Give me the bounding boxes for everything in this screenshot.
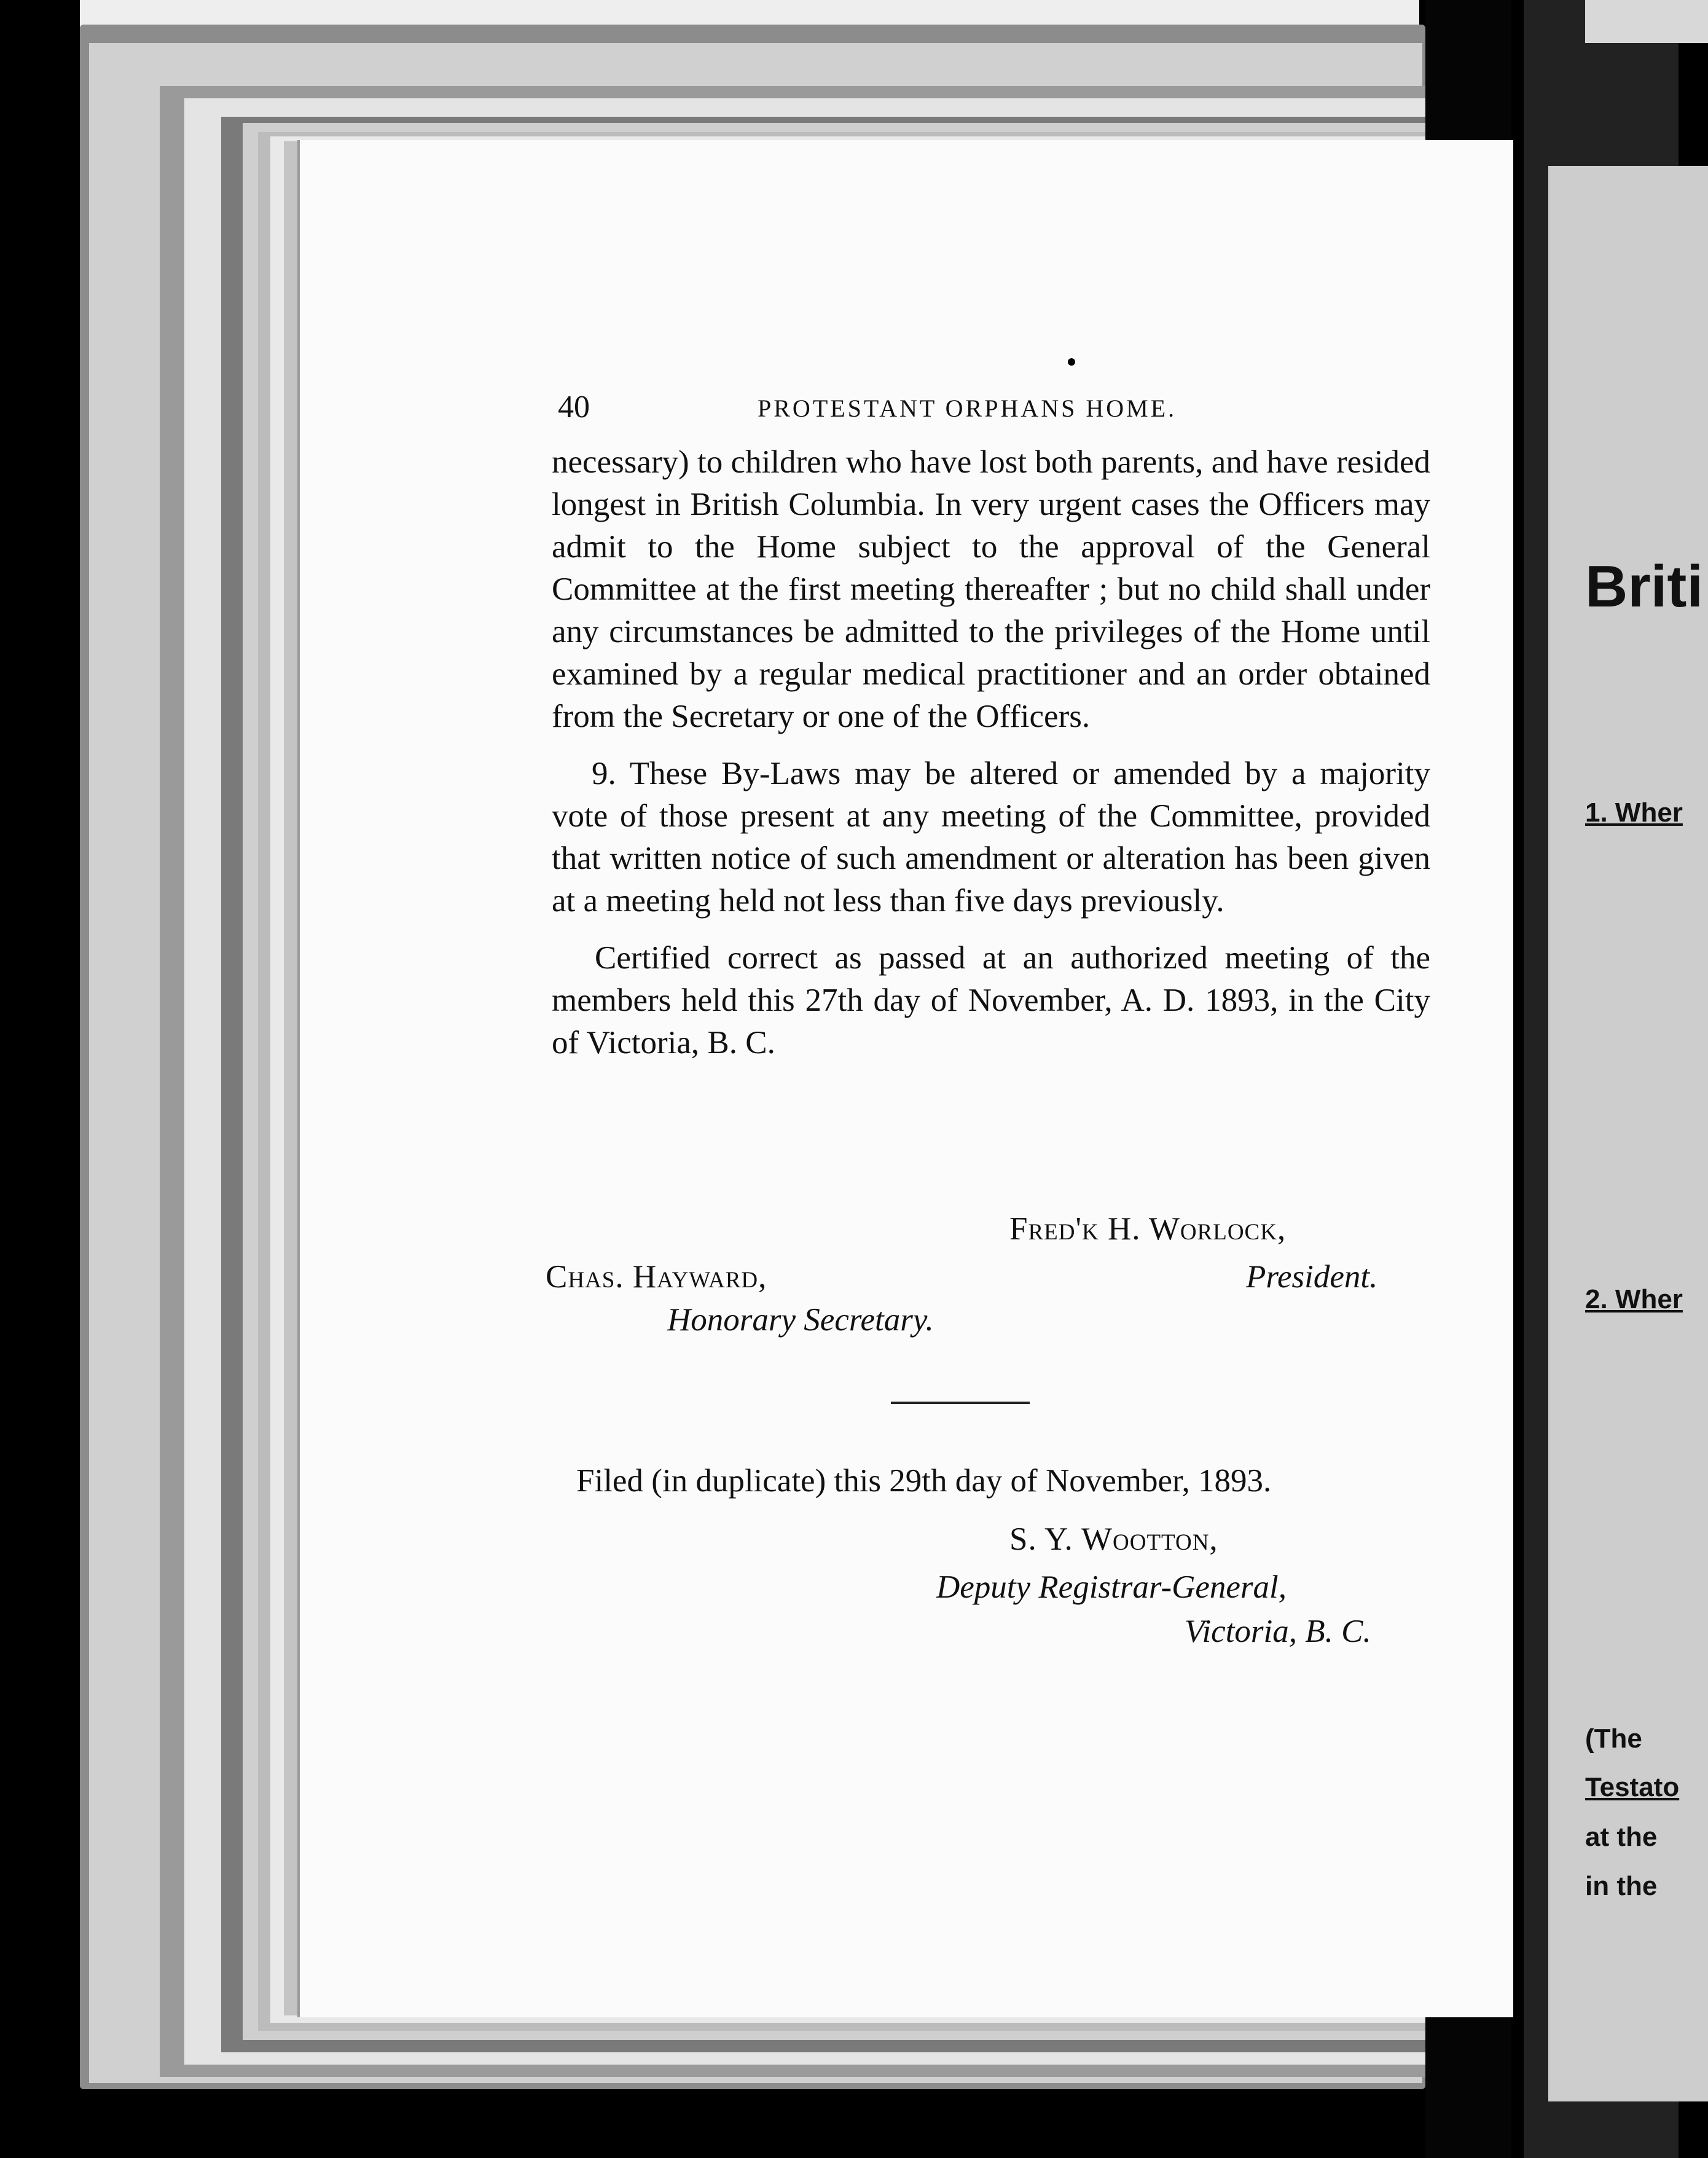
- book-page: [300, 140, 1513, 2017]
- registrar-title: Deputy Registrar-General,: [936, 1569, 1287, 1605]
- filing-statement: Filed (in duplicate) this 29th day of November, 1893.: [576, 1463, 1272, 1499]
- paragraph-continued: necessary) to children who have lost both parents, and have resided longest in British Columbia. In very urgent cases the Officers may admit to the Home subject to the approval of the General Committee at the first meeting thereafter ; but no child shall under any circumstances be admitted to the privileges of the Home until examined by a regular medical practitioner and an order obtained from the Secretary or one of the Officers.: [552, 444, 1430, 734]
- adjacent-line: in the: [1585, 1871, 1658, 1901]
- adjacent-document-top: [1585, 0, 1708, 43]
- paragraph-bylaw-9: 9. These By-Laws may be altered or amended by a majority vote of those present at any meeting of the Committee, provided that written notice of such amendment or alteration has been given at a meeting held not less than five days previously.: [552, 756, 1430, 919]
- adjacent-line: 1. Wher: [1585, 798, 1683, 828]
- adjacent-heading: Briti: [1585, 554, 1703, 619]
- paragraph-certification: Certified correct as passed at an authorized meeting of the members held this 27th day of November, A. D. 1893, in the City of Victoria, B. C.: [552, 940, 1430, 1061]
- adjacent-line: Testato: [1585, 1772, 1680, 1802]
- secretary-name: Chas. Hayward,: [546, 1259, 767, 1295]
- secretary-title: Honorary Secretary.: [667, 1302, 934, 1338]
- president-name: Fred'k H. Worlock,: [1009, 1211, 1287, 1247]
- adjacent-document-sheet: [1548, 166, 1708, 2101]
- registrar-place: Victoria, B. C.: [1185, 1614, 1371, 1649]
- president-title: President.: [1246, 1259, 1378, 1295]
- adjacent-line: (The: [1585, 1724, 1642, 1754]
- running-title: PROTESTANT ORPHANS HOME.: [758, 394, 1177, 422]
- running-head: [558, 389, 1522, 426]
- ink-speck: [1068, 358, 1075, 366]
- section-divider: [891, 1402, 1030, 1404]
- adjacent-line: 2. Wher: [1585, 1284, 1683, 1314]
- page-number: 40: [558, 390, 590, 425]
- registrar-name: S. Y. Wootton,: [1009, 1521, 1218, 1557]
- adjacent-document: [1524, 0, 1703, 2158]
- body-text: [552, 441, 1430, 1064]
- adjacent-line: at the: [1585, 1822, 1658, 1852]
